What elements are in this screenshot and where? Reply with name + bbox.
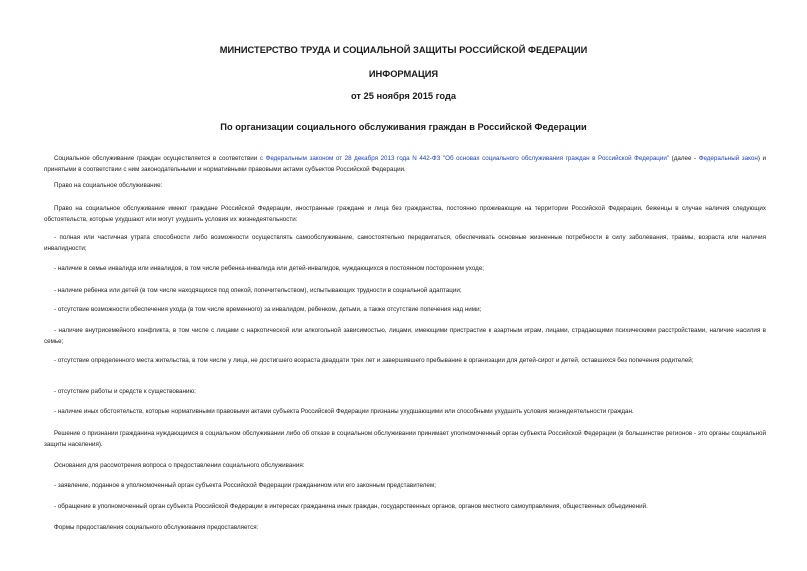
paragraph-legal-basis — [44, 153, 766, 175]
paragraph-forms-heading: Формы предоставления социального обслуживания предоставляется: — [54, 524, 259, 531]
list-item-disabled-family: - наличие в семье инвалида или инвалидов, в том числе ребенка-инвалида или детей-инвалидов, нуждающихся в постоянном постороннем уходе; — [54, 265, 485, 272]
paragraph-right-heading: Право на социальное обслуживание: — [54, 182, 163, 189]
p1-text-a: Социальное обслуживание граждан осуществляется в соответствии — [54, 155, 260, 162]
paragraph-decision: Решение о признании гражданина нуждающимся в социальном обслуживании либо об отказе в социальном обслуживании принимает уполномоченный орган субъекта Российской Федерации (в большинстве регионов - это органы социальной защиты населения). — [44, 430, 766, 448]
list-item-no-work: - отсутствие работы и средств к существованию; — [54, 388, 196, 395]
list-item-disability: - полная или частичная утрата способности либо возможности осуществлять самообслуживание, самостоятельно передвигаться, обеспечивать основные жизненные потребности в силу заболевания, травмы, возраста или наличия инвалидности; — [44, 234, 766, 252]
list-item-application: - заявление, поданное в уполномоченный орган субъекта Российской Федерации гражданином или его законным представителем; — [54, 482, 436, 489]
p1-text-c: ) и принятыми в соответствии с ним законодательными и нормативными правовыми актами субъектов Российской Федерации. — [44, 155, 766, 173]
list-item-no-care: - отсутствие возможности обеспечения ухода (в том числе временного) за инвалидом, ребенком, детьми, а также отсутствие попечения над ними; — [54, 306, 482, 313]
list-item-no-residence: - отсутствие определенного места жительства, в том числе у лица, не достигшего возраста двадцати трех лет и завершившего пребывание в организации для детей-сирот и детей, оставшихся без попечения родителей; — [54, 357, 694, 364]
paragraph-eligibility: Право на социальное обслуживание имеют граждане Российской Федерации, иностранные граждане и лица без гражданства, постоянно проживающие на территории Российской Федерации, беженцы в случае наличия следующих обстоятельств, которые ухудшают или могут ухудшить условия их жизнедеятельности: — [44, 205, 766, 223]
document-date: от 25 ноября 2015 года — [350, 91, 457, 101]
list-item-family-conflict: - наличие внутрисемейного конфликта, в том числе с лицами с наркотической или алкогольной зависимостью, лицами, имеющими пристрастие к азартным играм, лицами, страдающими психическими расстройствами, наличие насилия в семье; — [44, 327, 766, 345]
list-item-other-circumstances: - наличие иных обстоятельств, которые нормативными правовыми актами субъекта Российской Федерации признаны ухудшающими или способными ухудшить условия жизнедеятельности граждан. — [54, 408, 634, 415]
document-type-heading: ИНФОРМАЦИЯ — [368, 69, 439, 79]
federal-law-short-link[interactable]: Федеральный закон — [698, 155, 758, 162]
document-title: По организации социального обслуживания граждан в Российской Федерации — [220, 122, 587, 132]
p1-text-b: (далее - — [669, 155, 699, 162]
federal-law-link[interactable]: с Федеральным законом от 28 декабря 2013 года N 442-ФЗ "Об основах социального обслуживания граждан в Российской Федерации" — [259, 155, 670, 162]
list-item-child-adaptation: - наличие ребенка или детей (в том числе находящихся под опекой, попечительством), испытывающих трудности в социальной адаптации; — [54, 287, 462, 294]
paragraph-grounds-heading: Основания для рассмотрения вопроса о предоставлении социального обслуживания: — [54, 462, 305, 469]
list-item-appeal: - обращение в уполномоченный орган субъекта Российской Федерации в интересах гражданина иных граждан, государственных органов, органов местного самоуправления, общественных объединений. — [54, 503, 648, 510]
ministry-heading: МИНИСТЕРСТВО ТРУДА И СОЦИАЛЬНОЙ ЗАЩИТЫ РОССИЙСКОЙ ФЕДЕРАЦИИ — [219, 45, 588, 55]
